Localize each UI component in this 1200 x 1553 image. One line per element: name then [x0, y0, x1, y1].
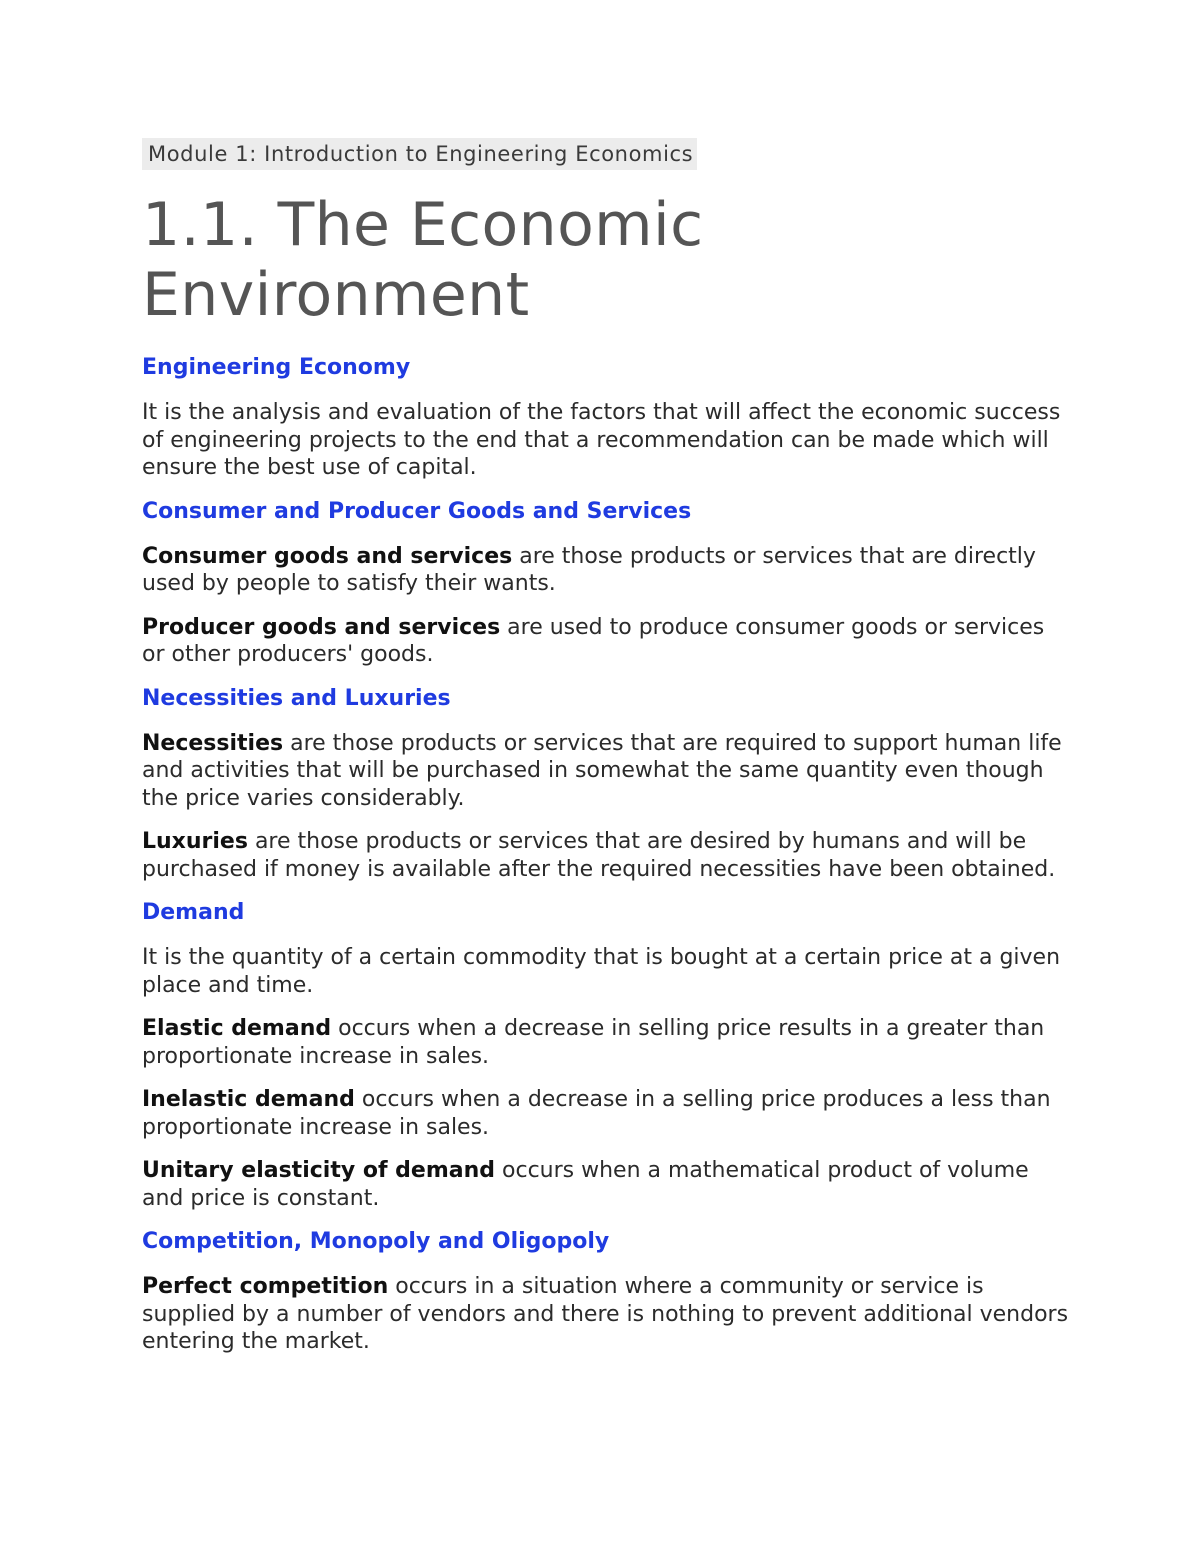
definition-elastic-demand: occurs when a decrease in selling price results in a greater than proportionate increase in sales. — [142, 1016, 1045, 1069]
module-label: Module 1: Introduction to Engineering Economics — [142, 138, 697, 170]
term-producer-goods: Producer goods and services — [142, 614, 501, 640]
definition-luxuries: are those products or services that are desired by humans and will be purchased if money is available after the required necessities have been obtained. — [142, 829, 1056, 882]
paragraph-demand: It is the quantity of a certain commodity that is bought at a certain price at a given place and time. — [142, 945, 1061, 998]
paragraph-inelastic-demand — [142, 1086, 1072, 1141]
paragraph-luxuries — [142, 828, 1072, 883]
heading-competition: Competition, Monopoly and Oligopoly — [142, 1229, 610, 1254]
title-line-2: Environment — [142, 260, 530, 330]
page-title — [142, 190, 1072, 330]
paragraph-perfect-competition — [142, 1273, 1072, 1356]
paragraph-consumer-goods — [142, 543, 1072, 598]
term-inelastic-demand: Inelastic demand — [142, 1087, 355, 1112]
definition-consumer-goods: are those products or services that are directly used by people to satisfy their wants. — [142, 543, 1036, 596]
title-line-1: 1.1. The Economic — [142, 190, 704, 260]
paragraph-producer-goods — [142, 614, 1072, 669]
term-perfect-competition: Perfect competition — [142, 1274, 389, 1299]
definition-perfect-competition: occurs in a situation where a community or service is supplied by a number of vendors and there is nothing to prevent additional vendors entering the market. — [142, 1274, 1069, 1354]
term-necessities: Necessities — [142, 730, 284, 756]
term-luxuries: Luxuries — [142, 829, 248, 854]
heading-goods-services: Consumer and Producer Goods and Services — [142, 498, 692, 524]
definition-inelastic-demand: occurs when a decrease in a selling price produces a less than proportionate increase in sales. — [142, 1087, 1051, 1140]
term-unitary-elasticity: Unitary elasticity of demand — [142, 1158, 496, 1183]
document-page — [142, 138, 1072, 1356]
heading-demand: Demand — [142, 900, 245, 925]
paragraph-unitary-elasticity — [142, 1157, 1072, 1212]
term-consumer-goods: Consumer goods and services — [142, 543, 513, 569]
heading-necessities-luxuries: Necessities and Luxuries — [142, 685, 451, 711]
definition-unitary-elasticity: occurs when a mathematical product of volume and price is constant. — [142, 1158, 1029, 1211]
paragraph-elastic-demand — [142, 1015, 1072, 1070]
paragraph-engineering-economy: It is the analysis and evaluation of the factors that will affect the economic success of engineering projects to the end that a recommendation can be made which will ensure the best use of capital. — [142, 400, 1061, 480]
heading-engineering-economy: Engineering Economy — [142, 355, 411, 380]
paragraph-necessities — [142, 730, 1072, 813]
definition-necessities: are those products or services that are required to support human life and activities that will be purchased in somewhat the same quantity even though the price varies considerably. — [142, 730, 1062, 811]
term-elastic-demand: Elastic demand — [142, 1016, 332, 1041]
definition-producer-goods: are used to produce consumer goods or services or other producers' goods. — [142, 614, 1045, 667]
